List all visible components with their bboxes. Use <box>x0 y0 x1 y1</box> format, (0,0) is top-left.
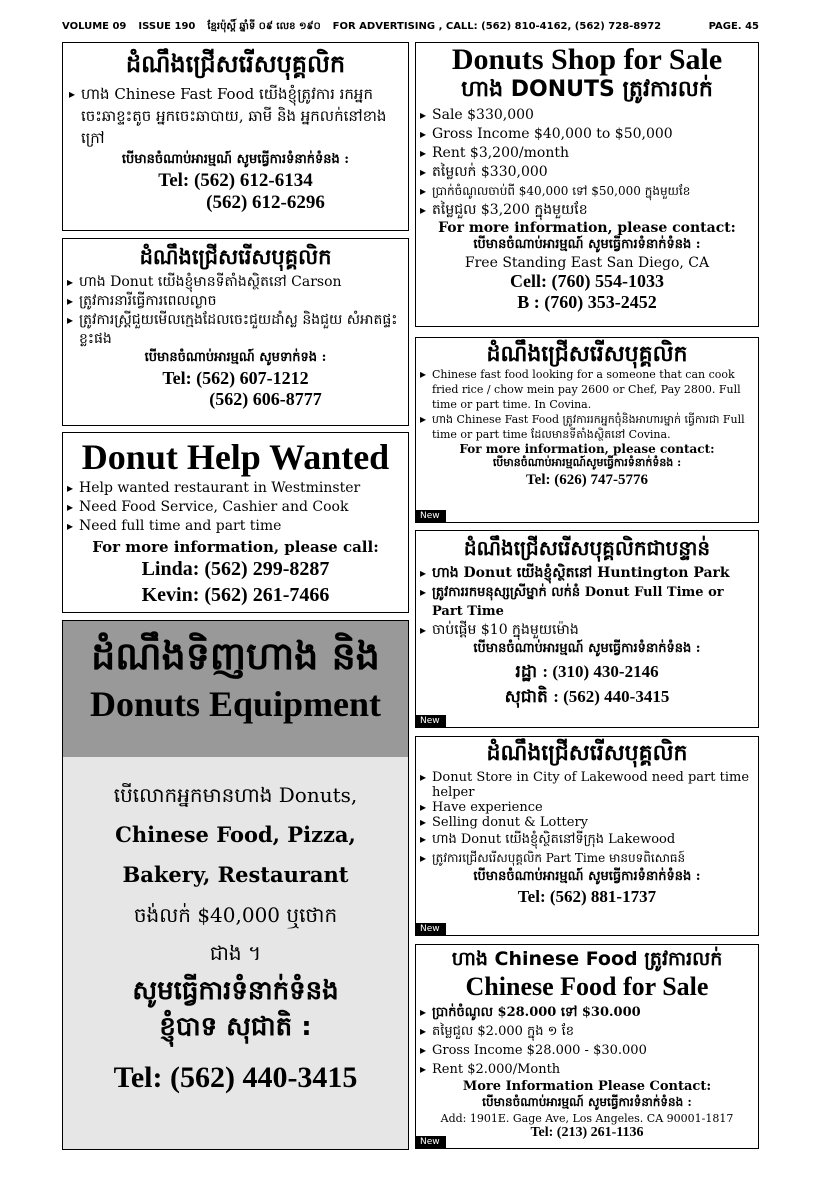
phone-1: Tel: (562) 612-6134 <box>158 169 313 191</box>
address: Free Standing East San Diego, CA <box>464 255 710 272</box>
ad-huntington-park-urgent <box>415 530 759 728</box>
ad-line-2: ▸ តម្លៃជួល $2.000 ក្នុង ១ ខែ <box>416 1022 758 1041</box>
ad-donuts-equipment <box>62 620 409 1150</box>
ad-line-4: ▸ Rent $2.000/Month <box>416 1060 758 1079</box>
phone-2: B : (760) 353-2452 <box>517 292 657 313</box>
ad-line-3: ▸ Need full time and part time <box>63 517 408 536</box>
phone: Tel: (626) 747-5776 <box>526 472 648 489</box>
volume: VOLUME 09 <box>62 20 127 32</box>
contact-text: បើមានចំណាប់អារម្មណ៍ សូមធ្វើការទំនាក់ទំនង : <box>473 869 701 885</box>
phone: Tel: (562) 881-1737 <box>517 887 657 907</box>
ad-title-kh: ហាង DONUTS ត្រូវការលក់ <box>461 77 713 102</box>
page-header <box>62 18 759 34</box>
ad-lakewood-donut <box>415 736 759 936</box>
ad-title: ដំណឹងជ្រើសរើសបុគ្គលិក <box>139 245 332 269</box>
ad-title-kh: ដំណឹងទិញហាង និង <box>91 634 380 678</box>
phone-1: Linda: (562) 299-8287 <box>141 558 330 580</box>
ad-title-en: Chinese Food for Sale <box>465 971 709 1001</box>
ad-line-2: ▸ ហាង Chinese Fast Food ត្រូវការរកអ្នកចុំនិងអាហារម្នាក់ ធ្វើការជា Full time or part time ដែលមានទីតាំងស្ថិតនៅ Covina. <box>416 412 754 442</box>
kh-issue: ខ្មែរប៉ុស្តិ៍ ឆ្នាំទី ០៩ លេខ ១៩០ <box>207 20 321 32</box>
phone-2: (562) 606-8777 <box>209 389 322 410</box>
issue: ISSUE 190 <box>138 20 196 32</box>
ad-line-1: ▸ Chinese fast food looking for a someone that can cook fried rice / chow mein pay 2600 or Chef, Pay 2800. Full time or part time. In Covina. <box>416 367 754 412</box>
phone: Tel: (213) 261-1136 <box>530 1124 644 1140</box>
phone-2: : (562) 440-3415 <box>553 687 670 706</box>
contact-en: For more information, please contact: <box>438 220 736 237</box>
ad-text: ▸ ហាង Chinese Fast Food យើងខ្ញុំត្រូវការ រកអ្នកចេះឆាខ្ទះតូច អ្នកចេះឆាបាយ, ឆាមី និង អ្នកលក់នៅខាងក្រៅ <box>65 83 402 149</box>
body-2: Chinese Food, Pizza, <box>115 822 356 847</box>
contact-en: More Information Please Contact: <box>462 1078 712 1094</box>
ad-line-4: ▸ តម្លៃលក់ $330,000 <box>416 163 758 182</box>
ad-line-5: ▸ ត្រូវការជ្រើសរើសបុគ្គលិក Part Time មានបទពិសោធន៍ <box>416 849 758 868</box>
contact-text: បើមានចំណាប់អារម្មណ៍ សូមធ្វើការទំនាក់ទំនង : <box>121 151 350 167</box>
contact-1: សូមធ្វើការទំនាក់ទំនង <box>132 976 339 1006</box>
ad-line-2: ▸ Gross Income $40,000 to $50,000 <box>416 125 758 144</box>
contact-2: ខ្ញុំបាទ សុជាតិ : <box>159 1011 312 1042</box>
body-3: Bakery, Restaurant <box>122 862 349 887</box>
contact-name-2: សុជាតិ <box>504 687 548 707</box>
ad-donuts-shop-sale <box>415 42 759 327</box>
phone-2: Kevin: (562) 261-7466 <box>141 584 330 606</box>
ad-line-2: ▸ Have experience <box>416 800 758 815</box>
ad-line-6: ▸ តម្លៃជួល $3,200 ក្នុងមួយខែ <box>416 201 758 220</box>
ad-title: ដំណឹងជ្រើសរើសបុគ្គលិកជាបន្ទាន់ <box>463 536 711 560</box>
ad-line-3: ▸ ចាប់ផ្តើម $10 ក្នុងមួយម៉ោង <box>416 621 758 640</box>
ad-title: ដំណឹងជ្រើសរើសបុគ្គលិក <box>486 342 688 367</box>
ad-title-en: Donuts Shop for Sale <box>451 43 723 76</box>
ad-title: Donut Help Wanted <box>81 437 390 477</box>
address: Add: 1901E. Gage Ave, Los Angeles. CA 90001-1817 <box>440 1111 734 1125</box>
contact-text: បើមានចំណាប់អារម្មណ៍ សូមធ្វើការទំនាក់ទំនង : <box>473 641 701 656</box>
contact-text: បើមានចំណាប់អារម្មណ៍ សូមទាក់ទង : <box>144 350 327 366</box>
ad-line-2: ▸ ត្រូវការនារីធ្វើការពេលល្ងាច <box>63 292 408 311</box>
ad-chinese-food-sale <box>415 944 759 1149</box>
ad-title: ដំណឹងជ្រើសរើសបុគ្គលិក <box>486 741 688 766</box>
body-1: បើលោកអ្នកមានហាង Donuts, <box>113 783 358 807</box>
contact-kh: បើមានចំណាប់អារម្មណ៍សូមធ្វើការទំនាក់ទំនង : <box>492 456 682 470</box>
ad-line-2: ▸ Need Food Service, Cashier and Cook <box>63 498 408 517</box>
body-5: ជាង ។ <box>209 941 262 965</box>
ad-title-band <box>63 621 408 757</box>
ad-line-1: ▸ ប្រាក់ចំណូល $28.000 ទៅ $30.000 <box>416 1003 758 1022</box>
phone-row-2 <box>416 686 758 711</box>
page-number: PAGE. 45 <box>708 20 759 32</box>
new-badge: New <box>416 1136 446 1148</box>
ad-covina-chinese-fast-food <box>415 337 759 523</box>
new-badge: New <box>416 715 446 727</box>
ad-line-1: ▸ ហាង Donut យើងខ្ញុំមានទីតាំងស្ថិតនៅ Carson <box>63 273 408 292</box>
ad-line-3: ▸ ត្រូវការស្ត្រីជួយមើលក្មេងដែលចេះជួយដាំស្ល និងជួយ សំអាតផ្ទះខ្លះផង <box>63 311 408 349</box>
ad-line-1: ▸ Sale $330,000 <box>416 106 758 125</box>
phone: Tel: (562) 440-3415 <box>113 1060 358 1094</box>
ad-line-1: ▸ Donut Store in City of Lakewood need part time helper <box>416 770 758 800</box>
ad-line-3: ▸ Rent $3,200/month <box>416 144 758 163</box>
ad-donut-carson <box>62 238 409 426</box>
ad-line-5: ▸ ប្រាក់ចំណូលចាប់ពី $40,000 ទៅ $50,000 ក្នុងមួយខែ <box>416 182 758 201</box>
ad-line-4: ▸ ហាង Donut យើងខ្ញុំស្ថិតនៅទីក្រុង Lakewood <box>416 830 758 849</box>
ad-title: ដំណឹងជ្រើសរើសបុគ្គលិក <box>125 50 346 78</box>
contact-text: For more information, please call: <box>92 538 379 556</box>
ad-donut-help-wanted <box>62 432 409 613</box>
ad-chinese-fast-food-hiring <box>62 42 409 231</box>
ad-title-kh: ហាង Chinese Food ត្រូវការលក់ <box>451 948 723 970</box>
phone-1: Tel: (562) 607-1212 <box>162 368 309 389</box>
phone-1: Cell: (760) 554-1033 <box>510 271 664 292</box>
advertising: FOR ADVERTISING , CALL: (562) 810-4162, (562) 728-8972 <box>332 20 662 32</box>
new-badge: New <box>416 510 446 522</box>
ad-line-2: ▸ ត្រូវការរកមនុស្សស្រីម្នាក់ លក់នំ Donut Full Time or Part Time <box>416 583 758 621</box>
phone-1: : (310) 430-2146 <box>542 662 659 681</box>
new-badge: New <box>416 923 446 935</box>
phone-row-1 <box>416 661 758 686</box>
ad-line-1: ▸ ហាង Donut យើងខ្ញុំស្ថិតនៅ Huntington Park <box>416 564 758 583</box>
contact-kh: បើមានចំណាប់អារម្មណ៍ សូមធ្វើការទំនាក់ទំនង : <box>473 237 701 253</box>
contact-kh: បើមានចំណាប់អារម្មណ៍ សូមធ្វើការទំនាក់ទំនង : <box>482 1094 692 1109</box>
contact-name-1: រដ្ឋា <box>515 662 538 682</box>
ad-line-3: ▸ Gross Income $28.000 - $30.000 <box>416 1041 758 1060</box>
ad-line-3: ▸ Selling donut & Lottery <box>416 815 758 830</box>
body-4: ចង់លក់ $40,000 ឬថោក <box>133 903 338 927</box>
ad-line-1: ▸ Help wanted restaurant in Westminster <box>63 479 408 498</box>
phone-2: (562) 612-6296 <box>206 191 325 213</box>
contact-en: For more information, please contact: <box>459 442 715 457</box>
ad-title-en: Donuts Equipment <box>89 683 382 724</box>
